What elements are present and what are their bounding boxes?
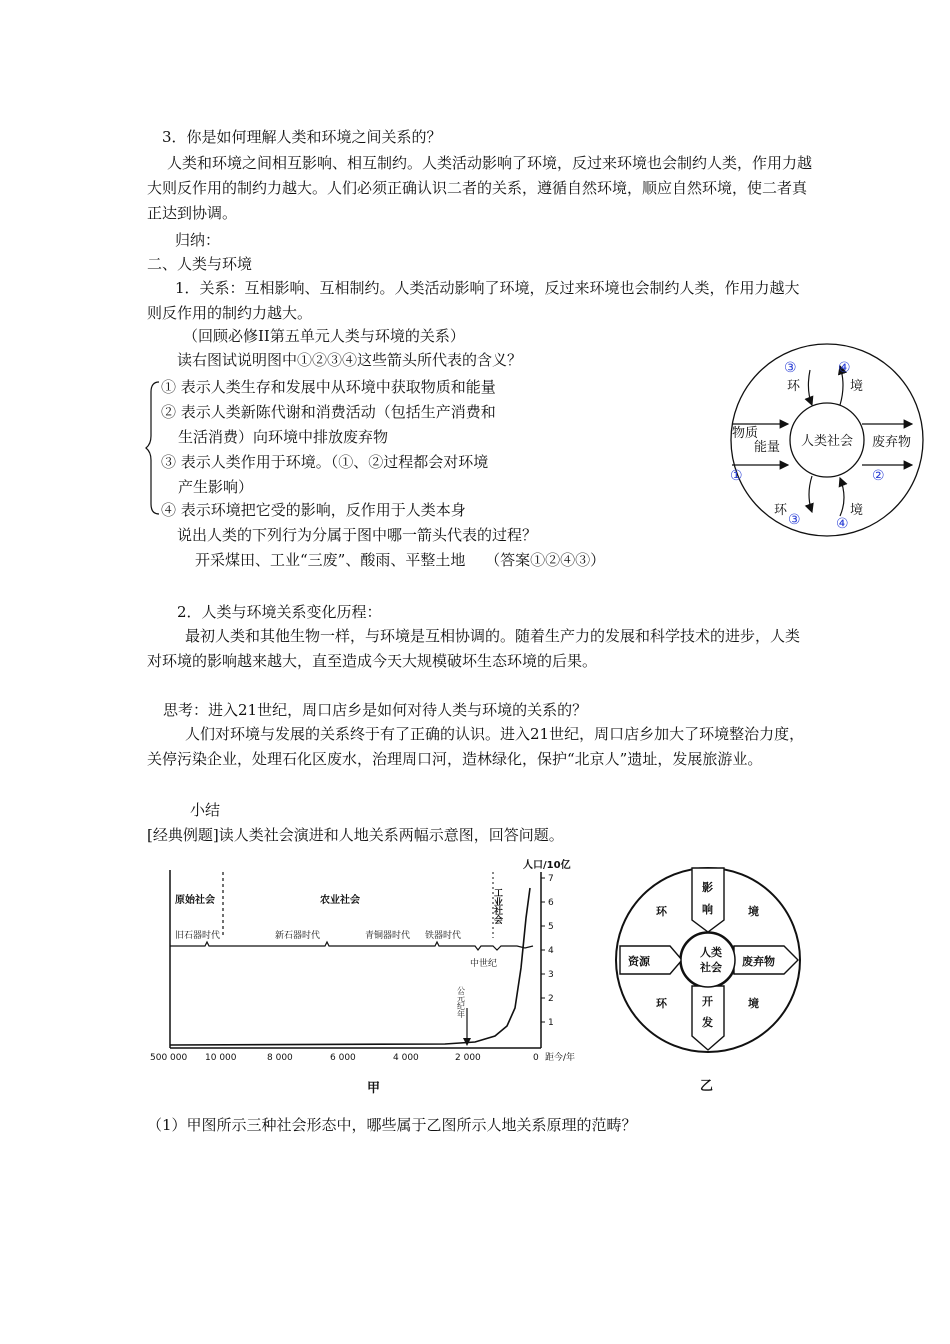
env-right-top: 境 xyxy=(850,379,864,394)
yi-env-bl: 环 xyxy=(656,997,667,1010)
x-tick-500000: 500 000 xyxy=(150,1053,188,1063)
env-right-bottom: 境 xyxy=(850,503,864,518)
y-tick-7: 7 xyxy=(548,874,554,884)
y-axis-label: 人口/10亿 xyxy=(523,860,571,871)
y-tick-6: 6 xyxy=(548,898,554,908)
yi-env-tl: 环 xyxy=(656,905,667,918)
item-3: ③ 表示人类作用于环境。（①、②过程都会对环境 xyxy=(161,453,489,471)
point2-text: 最初人类和其他生物一样，与环境是互相协调的。随着生产力的发展和科学技术的进步，人类对环境的影响越来越大，直至造成今天大规模破坏生态环境的后果。 xyxy=(147,627,801,670)
yi-center-1: 人类 xyxy=(700,946,722,959)
yi-top-1: 影 xyxy=(702,881,713,894)
ask: 说出人类的下列行为分属于图中哪一箭头代表的过程？ xyxy=(177,526,538,544)
section2-heading: 二、人类与环境 xyxy=(147,255,253,273)
yi-env-tr: 境 xyxy=(748,905,759,918)
age-iron: 铁器时代 xyxy=(425,931,462,941)
y-tick-5: 5 xyxy=(548,922,554,932)
think-answer: 人们对环境与发展的关系终于有了正确的认识。进入21世纪，周口店乡加大了环境整治力度，关停污染企业，处理石化区废水，治理周口河，造林绿化，保护“北京人”遗址，发展旅游业。 xyxy=(147,725,805,768)
figure-label-yi: 乙 xyxy=(700,1079,714,1094)
item-3-cont: 产生影响） xyxy=(178,478,254,496)
y-tick-3: 3 xyxy=(548,970,554,980)
num-3-top: ③ xyxy=(784,360,797,376)
yi-bottom-2: 发 xyxy=(702,1016,713,1029)
summary-heading: 小结 xyxy=(190,801,221,819)
x-tick-0: 0 xyxy=(533,1053,539,1063)
age-neolithic: 新石器时代 xyxy=(275,931,321,941)
figure-label-jia: 甲 xyxy=(367,1081,381,1096)
yi-bottom-1: 开 xyxy=(702,995,713,1008)
x-tick-8000: 8 000 xyxy=(267,1053,293,1063)
example-intro: [经典例题]读人类社会演进和人地关系两幅示意图，回答问题。 xyxy=(147,826,564,844)
num-4-top: ④ xyxy=(838,360,851,376)
brace xyxy=(145,378,161,518)
point2-title: 2．人类与环境关系变化历程： xyxy=(177,603,382,621)
era-industrial: 工业社会 xyxy=(492,888,502,924)
era-primitive: 原始社会 xyxy=(175,895,215,906)
item-2-cont: 生活消费）向环境中排放废弃物 xyxy=(178,428,389,446)
age-bronze: 青铜器时代 xyxy=(365,931,411,941)
era-agricultural: 农业社会 xyxy=(320,895,360,906)
think-question: 思考：进入21世纪，周口店乡是如何对待人类与环境的关系的？ xyxy=(163,701,588,719)
yi-resource: 资源 xyxy=(628,955,650,968)
examples: 开采煤田、工业“三废”、酸雨、平整土地 （答案①②④③） xyxy=(195,551,606,569)
y-tick-4: 4 xyxy=(548,946,554,956)
num-3-bottom: ③ xyxy=(788,512,801,528)
num-2: ② xyxy=(872,468,885,484)
age-paleolithic: 旧石器时代 xyxy=(175,931,221,941)
yi-waste: 废弃物 xyxy=(742,955,775,968)
age-medieval: 中世纪 xyxy=(470,959,498,969)
q3-answer: 人类和环境之间相互影响、相互制约。人类活动影响了环境，反过来环境也会制约人类，作用力越大则反作用的制约力越大。人们必须正确认识二者的关系，遵循自然环境，顺应自然环境，使二者真正达到协调。 xyxy=(147,154,813,222)
input-label-2: 能量 xyxy=(754,440,781,455)
read-question: 读右图试说明图中①②③④这些箭头所代表的含义？ xyxy=(177,351,523,369)
input-label-1: 物质 xyxy=(732,426,759,441)
y-tick-2: 2 xyxy=(548,994,554,1004)
num-1: ① xyxy=(730,468,743,484)
yi-center-2: 社会 xyxy=(700,961,722,974)
q3-title: 3．你是如何理解人类和环境之间关系的？ xyxy=(162,128,442,146)
human-environment-diagram xyxy=(712,340,942,540)
center-label: 人类社会 xyxy=(800,434,854,449)
x-tick-10000: 10 000 xyxy=(205,1053,237,1063)
human-land-relation-figure xyxy=(608,858,808,1098)
output-label: 废弃物 xyxy=(872,435,912,450)
item-2: ② 表示人类新陈代谢和消费活动（包括生产消费和 xyxy=(161,403,496,421)
section2-point1: 1．关系：互相影响、互相制约。人类活动影响了环境，反过来环境也会制约人类，作用力越大则反作用的制约力越大。 xyxy=(147,279,800,322)
summary-label: 归纳： xyxy=(175,231,221,249)
x-axis-label: 距今/年 xyxy=(545,1053,576,1063)
item-1: ① 表示人类生存和发展中从环境中获取物质和能量 xyxy=(161,378,496,396)
env-left-top: 环 xyxy=(787,379,801,394)
x-tick-2000: 2 000 xyxy=(455,1053,481,1063)
yi-top-2: 响 xyxy=(702,903,713,916)
env-left-bottom: 环 xyxy=(774,503,788,518)
ad-label: 公元纪年 xyxy=(456,986,466,1018)
question-1: （1）甲图所示三种社会形态中，哪些属于乙图所示人地关系原理的范畴？ xyxy=(147,1116,637,1134)
item-4: ④ 表示环境把它受的影响，反作用于人类本身 xyxy=(161,501,466,519)
x-tick-4000: 4 000 xyxy=(393,1053,419,1063)
x-tick-6000: 6 000 xyxy=(330,1053,356,1063)
num-4-bottom: ④ xyxy=(836,516,849,532)
y-tick-1: 1 xyxy=(548,1018,554,1028)
population-history-figure xyxy=(145,858,585,1098)
yi-env-br: 境 xyxy=(748,997,759,1010)
review-note: （回顾必修II第五单元人类与环境的关系） xyxy=(183,327,465,345)
